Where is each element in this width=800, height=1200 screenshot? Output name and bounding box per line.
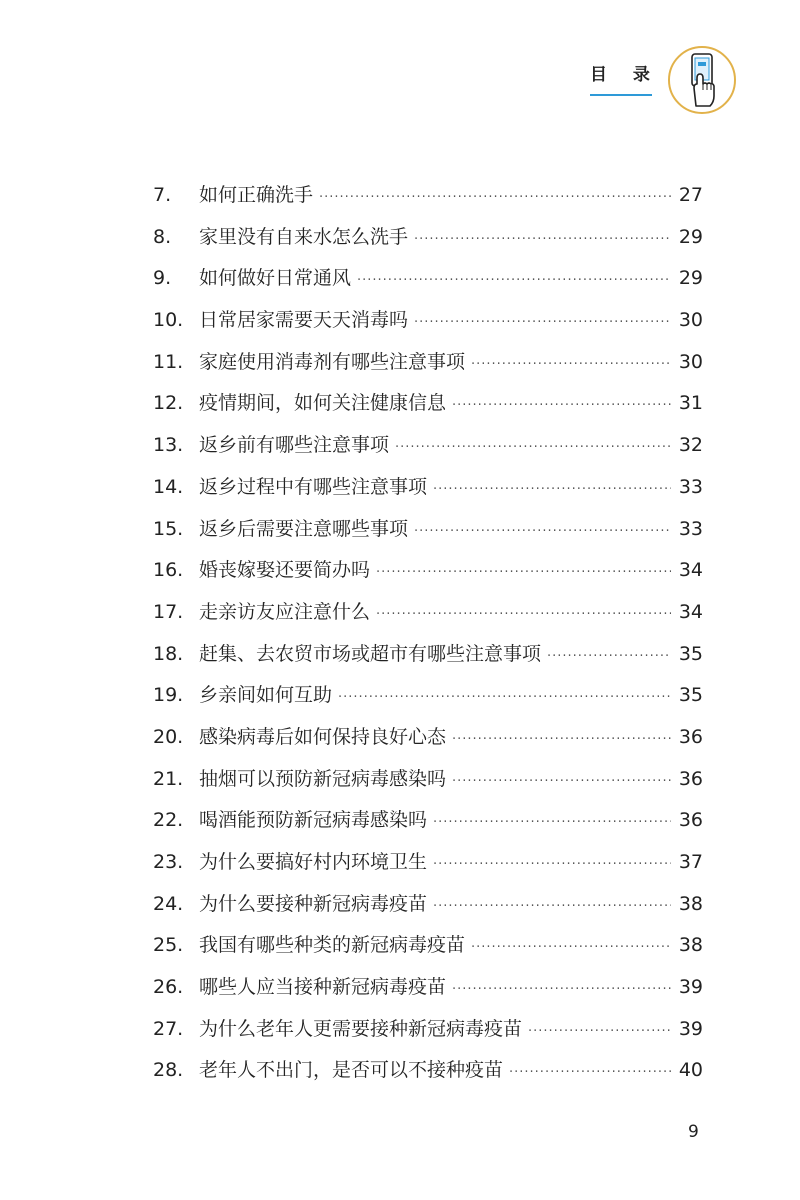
toc-entry-title: 感染病毒后如何保持良好心态 [199, 725, 447, 748]
toc-entry-page: 34 [678, 600, 703, 623]
toc-entry-number: 9. [153, 267, 172, 290]
toc-entry-page: 32 [678, 434, 703, 457]
toc-entry[interactable] [153, 509, 703, 551]
toc-entry-page: 30 [678, 309, 703, 332]
toc-entry[interactable] [153, 717, 703, 759]
toc-leader-dots [452, 761, 671, 803]
toc-entry-title: 疫情期间，如何关注健康信息 [199, 392, 447, 415]
toc-leader-dots [433, 844, 671, 886]
toc-entry-number: 18. [153, 642, 184, 665]
toc-entry-number: 16. [153, 559, 184, 582]
toc-entry-title: 我国有哪些种类的新冠病毒疫苗 [199, 934, 466, 957]
toc-entry-title: 走亲访友应注意什么 [199, 600, 371, 623]
toc-leader-dots [338, 677, 671, 719]
toc-leader-dots [376, 594, 671, 636]
toc-entry-page: 30 [678, 350, 703, 373]
toc-leader-dots [414, 219, 671, 261]
toc-entry-title: 老年人不出门，是否可以不接种疫苗 [199, 1059, 504, 1082]
toc-leader-dots [452, 385, 671, 427]
toc-entry-title: 返乡前有哪些注意事项 [199, 434, 390, 457]
toc-entry[interactable] [153, 425, 703, 467]
toc-leader-dots [452, 969, 671, 1011]
toc-entry-title: 家里没有自来水怎么洗手 [199, 225, 409, 248]
toc-entry-page: 36 [678, 809, 703, 832]
toc-entry-title: 如何正确洗手 [199, 184, 314, 206]
toc-entry-title: 家庭使用消毒剂有哪些注意事项 [199, 350, 466, 373]
toc-entry-page: 38 [678, 892, 703, 915]
toc-entry-number: 10. [153, 309, 184, 332]
toc-entry[interactable] [153, 967, 703, 1009]
toc-entry-page: 31 [678, 392, 703, 415]
toc-entry-number: 12. [153, 392, 184, 415]
toc-entry-title: 返乡后需要注意哪些事项 [199, 517, 409, 540]
toc-entry[interactable] [153, 175, 703, 217]
toc-entry-title: 日常居家需要天天消毒吗 [199, 309, 409, 332]
toc-entry-number: 14. [153, 475, 184, 498]
toc-entry-number: 21. [153, 767, 184, 790]
toc-leader-dots [376, 552, 671, 594]
toc-entry-number: 26. [153, 976, 184, 999]
toc-entry-page: 36 [678, 767, 703, 790]
toc-entry[interactable] [153, 467, 703, 509]
toc-entry-number: 8. [153, 225, 172, 248]
toc-entry[interactable] [153, 300, 703, 342]
toc-leader-dots [433, 886, 671, 928]
toc-leader-dots [509, 1052, 671, 1094]
toc-entry-number: 24. [153, 892, 184, 915]
toc-entry-title: 为什么老年人更需要接种新冠病毒疫苗 [199, 1017, 523, 1040]
toc-entry-number: 13. [153, 434, 184, 457]
page-number: 9 [688, 1122, 699, 1142]
toc-entry-page: 33 [678, 475, 703, 498]
toc-entry-page: 27 [678, 184, 703, 206]
toc-entry[interactable] [153, 925, 703, 967]
toc-leader-dots [471, 927, 671, 969]
toc-entry-title: 赶集、去农贸市场或超市有哪些注意事项 [199, 642, 542, 665]
toc-entry-page: 37 [678, 851, 703, 873]
toc-entry-page: 35 [678, 684, 703, 707]
toc-entry-page: 35 [678, 642, 703, 665]
toc-entry-number: 28. [153, 1059, 184, 1082]
toc-entry-number: 27. [153, 1017, 184, 1040]
toc-leader-dots [433, 469, 671, 511]
toc-leader-dots [471, 344, 671, 386]
toc-entry-page: 34 [678, 559, 703, 582]
toc-entry-title: 返乡过程中有哪些注意事项 [199, 475, 428, 498]
toc-entry-title: 哪些人应当接种新冠病毒疫苗 [199, 976, 447, 999]
toc-entry-number: 17. [153, 600, 184, 623]
toc-entry[interactable] [153, 342, 703, 384]
page-title: 目 录 [590, 65, 660, 85]
toc-entry-number: 19. [153, 684, 184, 707]
toc-entry-page: 39 [678, 976, 703, 999]
toc-entry[interactable] [153, 884, 703, 926]
finger-touch-phone-icon [670, 48, 734, 112]
toc-leader-dots [547, 636, 671, 678]
toc-entry-page: 40 [678, 1059, 703, 1082]
toc-entry[interactable] [153, 550, 703, 592]
toc-entry-page: 29 [678, 267, 703, 290]
table-of-contents [153, 175, 703, 1092]
toc-entry-number: 22. [153, 809, 184, 832]
toc-entry[interactable] [153, 675, 703, 717]
toc-leader-dots [433, 802, 671, 844]
toc-entry[interactable] [153, 800, 703, 842]
toc-entry-title: 抽烟可以预防新冠病毒感染吗 [199, 767, 447, 790]
toc-entry[interactable] [153, 634, 703, 676]
toc-entry-number: 15. [153, 517, 184, 540]
toc-entry-number: 23. [153, 851, 184, 873]
toc-entry-number: 20. [153, 725, 184, 748]
toc-entry-title: 为什么要接种新冠病毒疫苗 [199, 892, 428, 915]
toc-entry-page: 38 [678, 934, 703, 957]
toc-leader-dots [319, 177, 671, 219]
toc-entry-page: 36 [678, 725, 703, 748]
toc-entry[interactable] [153, 592, 703, 634]
header-badge [668, 46, 736, 114]
toc-entry-page: 29 [678, 225, 703, 248]
toc-entry[interactable] [153, 1009, 703, 1051]
toc-entry-title: 乡亲间如何互助 [199, 684, 333, 707]
toc-entry-title: 婚丧嫁娶还要简办吗 [199, 559, 371, 582]
toc-leader-dots [414, 511, 671, 553]
toc-leader-dots [452, 719, 671, 761]
toc-leader-dots [395, 427, 671, 469]
toc-entry-number: 11. [153, 350, 184, 373]
toc-leader-dots [414, 302, 671, 344]
toc-entry[interactable] [153, 842, 703, 884]
toc-entry-number: 7. [153, 184, 172, 206]
toc-entry-title: 如何做好日常通风 [199, 267, 352, 290]
toc-leader-dots [357, 260, 671, 302]
toc-entry-page: 33 [678, 517, 703, 540]
toc-entry[interactable] [153, 759, 703, 801]
toc-entry-page: 39 [678, 1017, 703, 1040]
toc-entry[interactable] [153, 217, 703, 259]
toc-entry[interactable] [153, 1050, 703, 1092]
toc-entry[interactable] [153, 383, 703, 425]
toc-leader-dots [528, 1011, 671, 1053]
toc-entry-number: 25. [153, 934, 184, 957]
toc-entry-title: 喝酒能预防新冠病毒感染吗 [199, 809, 428, 832]
title-underline [590, 94, 652, 96]
toc-entry-title: 为什么要搞好村内环境卫生 [199, 851, 428, 873]
toc-entry[interactable] [153, 258, 703, 300]
